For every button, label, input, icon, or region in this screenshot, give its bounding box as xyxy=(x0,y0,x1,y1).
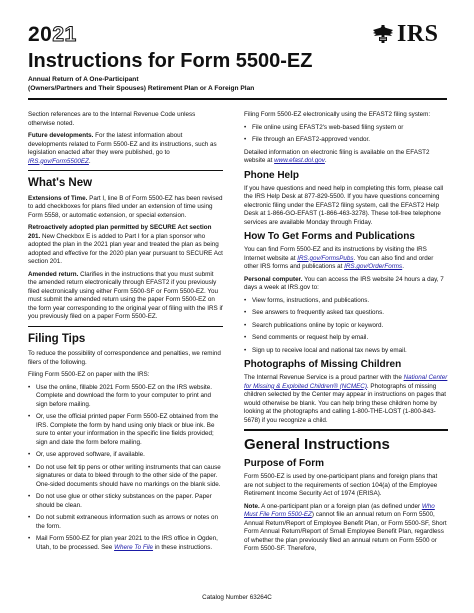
irs-logo-text: IRS xyxy=(397,21,439,47)
personal-label: Personal computer. xyxy=(244,275,303,283)
list-item: • Use the online, fillable 2021 Form 5500-EZ on the IRS website. Complete and download the form to your computer to print and sign before mailing. xyxy=(28,384,223,410)
list-item: • View forms, instructions, and publications. xyxy=(244,297,448,306)
who-must-file-link[interactable]: Who Must File Form 5500-EZ xyxy=(244,502,435,518)
forms-pubs-link[interactable]: IRS.gov/FormsPubs xyxy=(297,254,354,262)
amended-paragraph xyxy=(28,271,223,322)
efast-detail-text: Detailed information on electronic filing is available on the EFAST2 website at xyxy=(244,148,430,164)
future-text: For the latest information about developments related to Form 5500-EZ and its instructions, such as legislation enacted after they were published, go to xyxy=(28,132,217,156)
subtitle-line-1: Annual Return of A One-Participant xyxy=(28,76,139,83)
note-paragraph xyxy=(244,503,448,554)
list-item: • Or, use approved software, if available. xyxy=(28,451,223,460)
note-label: Note. xyxy=(244,502,260,510)
mail-text: Mail Form 5500-EZ for plan year 2021 to the IRS office in Ogden, Utah, to be processed. See xyxy=(36,535,218,551)
personal-computer-paragraph xyxy=(244,276,448,293)
future-end: . xyxy=(88,157,91,165)
list-item: • Do not use felt tip pens or other writing instruments that can cause signatures or data to bleed through to the other side of the paper. One-sided documents should have no markings on the blank side. xyxy=(28,464,223,490)
efast-end: . xyxy=(324,157,327,164)
extensions-text: Part I, line B of Form 5500-EZ has been revised to add checkboxes for plans filed under an extension of time using Form 5558, or automatic extension, or special extension. xyxy=(28,194,223,219)
extensions-label: Extensions of Time. xyxy=(28,194,88,202)
purpose-heading: Purpose of Form xyxy=(244,458,325,469)
forms-text-2: . You can also find and order other IRS forms and publications at xyxy=(244,254,434,270)
filing-intro: To reduce the possibility of correspondence and penalties, we remind filers of the following. xyxy=(28,350,221,366)
personal-text: You can access the IRS website 24 hours a day, 7 days a week at IRS.gov to: xyxy=(244,275,444,291)
efast-detail xyxy=(244,149,448,166)
irs-logo xyxy=(372,22,439,46)
note-text-2: ) cannot file an annual return on Form 5500, Annual Return/Report of Employee Benefit Plan, or Form 5500-SF, Short Form Annual Return/Report of Small Employee Benefit Plan, regardless of whether the plan previously filed an annual return on Form 5500 or Form 5500-SF. Therefore, xyxy=(244,511,447,552)
future-link[interactable]: IRS.gov/Form5500EZ xyxy=(28,157,89,165)
section-divider xyxy=(28,170,223,171)
extensions-paragraph xyxy=(28,195,223,221)
list-item: • Or, use the official printed paper Form 5500-EZ obtained from the IRS. Complete the form by hand using only black or blue ink. Be sure to enter your information in the specific line fields provided; sign and date the form before mailing. xyxy=(28,413,223,447)
filing-paper: Filing Form 5500-EZ on paper with the IRS: xyxy=(28,371,150,379)
year-suffix: 21 xyxy=(52,23,77,46)
list-item: • Send comments or request help by email. xyxy=(244,334,448,343)
section-divider xyxy=(244,429,448,431)
missing-children-paragraph xyxy=(244,374,448,425)
phone-help-heading: Phone Help xyxy=(244,169,300,181)
retro-text: New Checkbox E is added to Part I for a plan sponsor who adopted the plan in the 2021 plan year and treated the plan as being adopted and effective for the 2020 plan year pursuant to SECURE Act section 201. xyxy=(28,232,223,266)
page-title: Instructions for Form 5500-EZ xyxy=(28,50,313,72)
forms-end: . xyxy=(402,263,404,270)
section-divider xyxy=(28,326,223,327)
general-instructions-heading: General Instructions xyxy=(244,435,390,453)
missing-children-heading: Photographs of Missing Children xyxy=(244,359,402,370)
note-text-1: A one-participant plan or a foreign plan (as defined under xyxy=(259,502,422,510)
future-developments xyxy=(28,132,223,166)
list-item: • Do not submit extraneous information such as arrows or notes on the form. xyxy=(28,514,223,531)
order-forms-link[interactable]: IRS.gov/OrderForms xyxy=(344,263,403,270)
list-item: • File through an EFAST2-approved vendor. xyxy=(244,136,448,145)
phone-help-text: If you have questions and need help in completing this form, please call the IRS Help Desk at 877-829-5500. If you have questions concerning electronic filing under the EFAST2 filing system, call the EFAST2 Help Desk at 1-866-GO-EFAST (1-866-463-3278). These toll-free telephone services are available Monday through Friday. xyxy=(244,184,444,226)
intro-paragraph: Section references are to the Internal Revenue Code unless otherwise noted. xyxy=(28,111,196,127)
retro-label: Retroactively adopted plan permitted by SECURE Act section 201. xyxy=(28,224,212,240)
forms-text-1: You can find Form 5500-EZ and its instructions by visiting the IRS Internet website at xyxy=(244,246,427,262)
where-to-file-link[interactable]: Where To File xyxy=(114,543,154,551)
amended-text: Clarifies in the instructions that you must submit the amended return electronically through EFAST2 if you previously filed electronically using either Form 5500-SF or Form 5500-EZ. You must submit the amended return using the paper Form 5500-EZ on the form year corresponding to the original year of filing with the IRS if you previously filed on a paper Form 5500-EZ. xyxy=(28,270,223,321)
efast-intro: Filing Form 5500-EZ electronically using the EFAST2 filing system: xyxy=(244,111,431,118)
mail-end: in these instructions. xyxy=(153,543,213,551)
irs-eagle-icon xyxy=(372,23,394,45)
future-label: Future developments. xyxy=(28,132,94,139)
whats-new-heading: What's New xyxy=(28,177,93,189)
forms-paragraph xyxy=(244,246,448,272)
list-item: • See answers to frequently asked tax questions. xyxy=(244,309,448,318)
catalog-number: Catalog Number 63264C xyxy=(202,594,272,601)
missing-text-2: . Photographs of missing children selected by the Center may appear in instructions on pages that would otherwise be blank. You can help bring these children home by looking at the photographs and calling 1-800-THE-LOST (1-800-843-5678) if you recognize a child. xyxy=(244,382,446,424)
form-year xyxy=(28,24,77,45)
missing-text-1: The Internal Revenue Service is a proud partner with the xyxy=(244,374,404,381)
efast-link[interactable]: www.efast.dol.gov xyxy=(274,157,325,164)
retro-paragraph xyxy=(28,224,223,267)
page-subtitle xyxy=(28,76,254,94)
year-prefix: 20 xyxy=(28,23,53,46)
list-item: • File online using EFAST2's web-based filing system or xyxy=(244,124,448,133)
ncmec-link[interactable]: National Center for Missing & Exploited Children® (NCMEC) xyxy=(244,374,448,390)
purpose-text: Form 5500-EZ is used by one-participant plans and foreign plans that are not subject to the requirements of section 104(a) of the Employee Retirement Income Security Act of 1974 (ERISA). xyxy=(244,473,438,497)
right-column xyxy=(244,111,448,558)
subtitle-line-2: (Owners/Partners and Their Spouses) Retirement Plan or A Foreign Plan xyxy=(28,84,255,92)
forms-heading: How To Get Forms and Publications xyxy=(244,231,415,242)
header-rule xyxy=(28,98,447,100)
list-item: • Search publications online by topic or keyword. xyxy=(244,322,448,331)
amended-label: Amended return. xyxy=(28,270,79,278)
left-column xyxy=(28,111,223,556)
filing-tips-heading: Filing Tips xyxy=(28,332,86,345)
list-item: • Sign up to receive local and national tax news by email. xyxy=(244,347,448,356)
list-item: • Do not use glue or other sticky substances on the paper. Paper should be clean. xyxy=(28,493,223,510)
mail-item xyxy=(28,535,223,552)
